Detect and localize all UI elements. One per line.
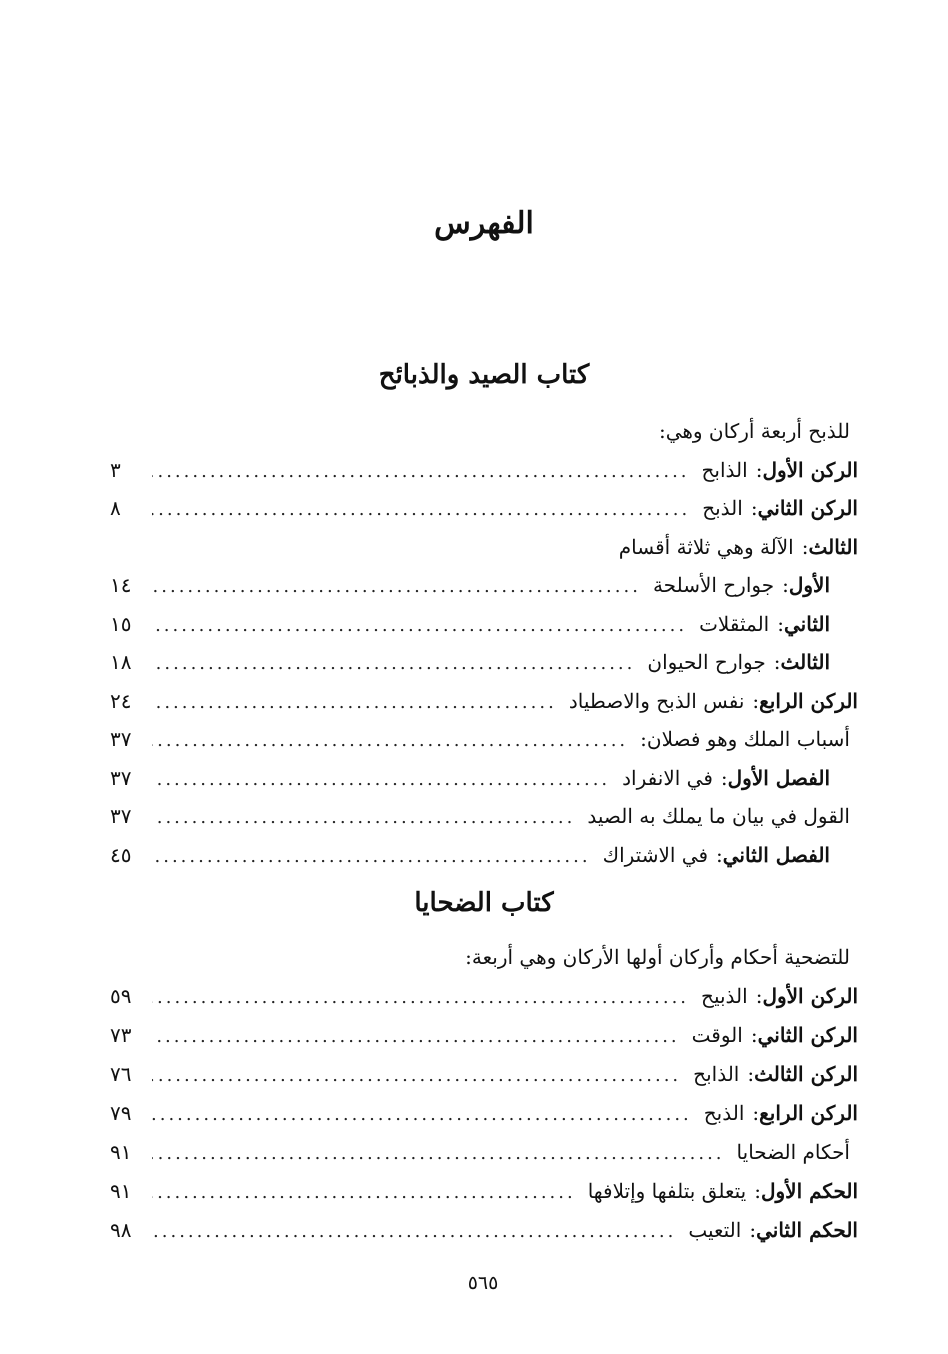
entry-sep: :	[755, 984, 763, 1008]
entry-text: الذبح	[703, 1101, 745, 1125]
entry-text: في الانفراد	[622, 765, 713, 790]
toc-row	[110, 643, 858, 682]
toc-row	[110, 1055, 858, 1094]
toc-row	[110, 720, 858, 759]
toc-row	[110, 1211, 858, 1250]
entry-text: للتضحية أحكام وأركان أولها الأركان وهي أربعة:	[465, 945, 850, 969]
dot-leader	[152, 1096, 692, 1134]
entry-label: الفصل الأول	[727, 765, 830, 790]
page-number: ١٤	[110, 573, 132, 597]
toc-row	[110, 605, 858, 644]
entry-label: الحكم الأول	[760, 1179, 858, 1203]
toc-row	[110, 682, 858, 721]
dot-leader	[152, 1057, 681, 1095]
entry-text: المثقلات	[699, 611, 770, 636]
page-number: ٩١	[110, 1140, 132, 1164]
entry-text: الذابح	[701, 457, 748, 482]
entry-label: الركن الرابع	[759, 688, 858, 713]
entry-label: الثالث	[780, 650, 830, 674]
entry-sep: :	[777, 611, 784, 636]
toc-row	[110, 566, 858, 605]
toc-row	[110, 938, 858, 977]
toc-row	[110, 1133, 858, 1172]
page-number: ٣٧	[110, 727, 132, 751]
entry-text: جوارح الحيوان	[647, 650, 766, 674]
entry-text: في الاشتراك	[602, 842, 708, 867]
entry-sep: :	[747, 1062, 755, 1086]
dot-leader	[152, 838, 591, 876]
page-number: ٨	[110, 496, 121, 520]
toc-row	[110, 489, 858, 528]
dot-leader	[152, 684, 557, 722]
entry-text: التعيب	[688, 1218, 742, 1242]
page-number: ٣	[110, 457, 121, 482]
toc-row	[110, 1094, 858, 1133]
entry-text: الذبح	[702, 496, 743, 520]
dot-leader	[152, 722, 628, 760]
toc-row	[110, 759, 858, 798]
page-folio: ٥٦٥	[467, 1272, 499, 1294]
entry-sep: :	[782, 573, 789, 597]
dot-leader	[152, 799, 575, 837]
entry-label: الركن الأول	[762, 457, 858, 482]
toc-row	[110, 451, 858, 490]
toc-row	[110, 1172, 858, 1211]
entry-label: الثاني	[783, 611, 830, 636]
entry-sep: :	[801, 534, 809, 559]
page-number: ٧٩	[110, 1101, 132, 1125]
entry-text: أسباب الملك وهو فصلان:	[640, 727, 850, 751]
dot-leader	[152, 979, 689, 1017]
entry-sep: :	[750, 496, 758, 520]
page-number: ٧٦	[110, 1062, 132, 1086]
page-number: ٧٣	[110, 1023, 132, 1047]
entry-text: الآلة وهي ثلاثة أقسام	[618, 534, 794, 559]
entry-label: الحكم الثاني	[756, 1218, 858, 1242]
page-number: ١٨	[110, 650, 132, 674]
page-title: الفهرس	[434, 206, 534, 241]
page-number: ١٥	[110, 611, 132, 636]
toc-row	[110, 1016, 858, 1055]
entry-text: الوقت	[691, 1023, 743, 1047]
toc-row	[110, 797, 858, 836]
dot-leader	[152, 645, 635, 683]
dot-leader	[152, 1213, 676, 1251]
dot-leader	[152, 491, 690, 529]
entry-text: يتعلق بتلفها وإتلافها	[587, 1179, 747, 1203]
page-number: ٣٧	[110, 804, 132, 828]
page-number: ٣٧	[110, 765, 132, 790]
entry-sep: :	[752, 1101, 760, 1125]
entry-sep: :	[752, 688, 760, 713]
dot-leader	[152, 1174, 576, 1212]
entry-label: الركن الثاني	[757, 496, 858, 520]
dot-leader	[152, 453, 690, 491]
entry-sep: :	[755, 457, 763, 482]
entry-label: الركن الأول	[762, 984, 858, 1008]
entry-sep: :	[750, 1023, 758, 1047]
book-title-hunting: كتاب الصيد والذبائح	[378, 360, 590, 390]
toc-list-hunting	[110, 412, 858, 874]
entry-label: الركن الثاني	[757, 1023, 858, 1047]
toc-row	[110, 412, 858, 451]
page-number: ٢٤	[110, 688, 132, 713]
entry-label: الركن الرابع	[759, 1101, 858, 1125]
entry-text: نفس الذبح والاصطياد	[568, 688, 745, 713]
entry-label: الركن الثالث	[754, 1062, 858, 1086]
entry-text: القول في بيان ما يملك به الصيد	[587, 804, 850, 828]
dot-leader	[152, 568, 641, 606]
entry-label: الأول	[788, 573, 830, 597]
toc-row	[110, 528, 858, 567]
entry-text: أحكام الضحايا	[736, 1140, 850, 1164]
entry-text: الذبيح	[701, 984, 748, 1008]
page-number: ٩١	[110, 1179, 132, 1203]
entry-sep: :	[749, 1218, 757, 1242]
entry-sep: :	[716, 842, 723, 867]
entry-sep: :	[773, 650, 781, 674]
page-number: ٥٩	[110, 984, 132, 1008]
page-number: ٤٥	[110, 842, 132, 867]
dot-leader	[152, 1135, 725, 1173]
entry-sep: :	[754, 1179, 761, 1203]
dot-leader	[152, 1018, 680, 1056]
entry-text: جوارح الأسلحة	[652, 573, 775, 597]
toc-row	[110, 836, 858, 875]
entry-sep: :	[720, 765, 728, 790]
book-title-sacrifices: كتاب الضحايا	[414, 888, 554, 918]
entry-label: الثالث	[808, 534, 858, 559]
dot-leader	[152, 761, 610, 799]
page-number: ٩٨	[110, 1218, 132, 1242]
entry-text: الذابح	[693, 1062, 740, 1086]
toc-list-sacrifices	[110, 938, 858, 1250]
entry-label: الفصل الثاني	[722, 842, 830, 867]
entry-text: للذبح أربعة أركان وهي:	[658, 419, 850, 443]
dot-leader	[152, 607, 687, 645]
toc-row	[110, 977, 858, 1016]
